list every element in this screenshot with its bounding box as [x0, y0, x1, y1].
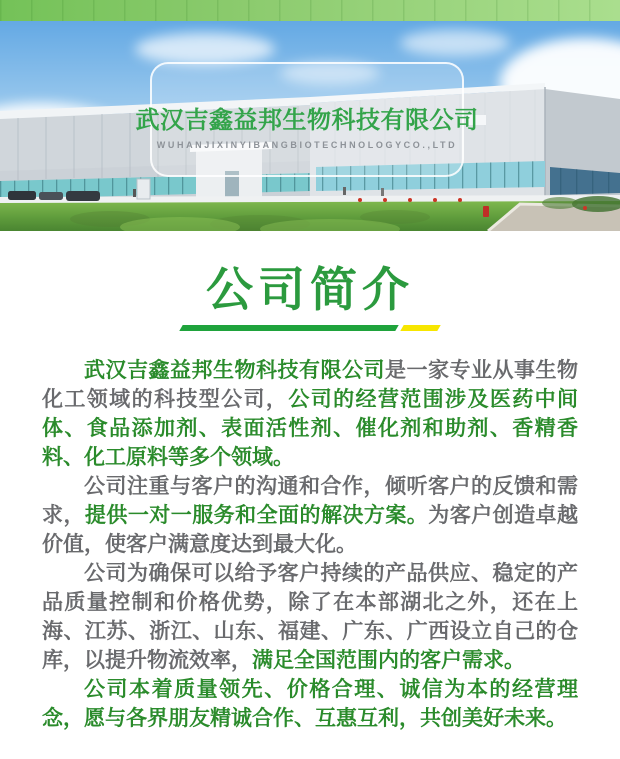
text-segment: 公司注重与客户的沟通和合作，倾听客户的反馈和需求， — [42, 475, 578, 527]
parked-cars — [8, 191, 100, 201]
factory-photo — [0, 21, 620, 231]
text-segment: 武汉吉鑫益邦生物科技有限公司 — [84, 359, 385, 382]
company-intro-text — [0, 356, 620, 733]
underline-green-bar — [179, 325, 398, 331]
paragraph-3 — [42, 559, 578, 675]
underline-yellow-bar — [400, 325, 440, 331]
page-title: 公司简介 — [206, 263, 414, 316]
text-segment: 公司为确保可以给予客户持续的产品供应、稳定的产品质量控制和价格优势，除了在本部湖北之外，还在上海、江苏、浙江、山东、福建、广东、广西设立自己的仓库，以提升物流效率， — [42, 562, 578, 672]
text-segment: 是一家专业从事生物化工领域的科技型公司， — [42, 359, 578, 411]
company-name-cn: 武汉吉鑫益邦生物科技有限公司 — [135, 106, 479, 134]
text-segment: 公司的经营范围涉及医药中间体、食品添加剂、表面活性剂、催化剂和助剂、香精香料、化工原料等多个领域。 — [42, 388, 579, 469]
company-name-card — [135, 62, 479, 177]
text-segment: 提供一对一服务和全面的解决方案。 — [84, 504, 429, 527]
section-header — [0, 264, 620, 331]
title-underline — [181, 325, 439, 331]
text-segment: 为客户创造卓越价值，使客户满意度达到最大化。 — [42, 504, 579, 556]
paragraph-4 — [42, 675, 578, 733]
company-name-en: WUHANJIXINYIBANGBIOTECHNOLOGYCO.,LTD — [156, 139, 458, 150]
text-segment: 公司本着质量领先、价格合理、诚信为本的经营理念，愿与各界朋友精诚合作、互惠互利，共创美好未来。 — [42, 678, 578, 730]
paragraph-2 — [42, 472, 578, 559]
paragraph-1 — [42, 356, 578, 472]
top-decoration-band — [0, 0, 620, 21]
text-segment: 满足全国范围内的客户需求。 — [252, 649, 525, 672]
